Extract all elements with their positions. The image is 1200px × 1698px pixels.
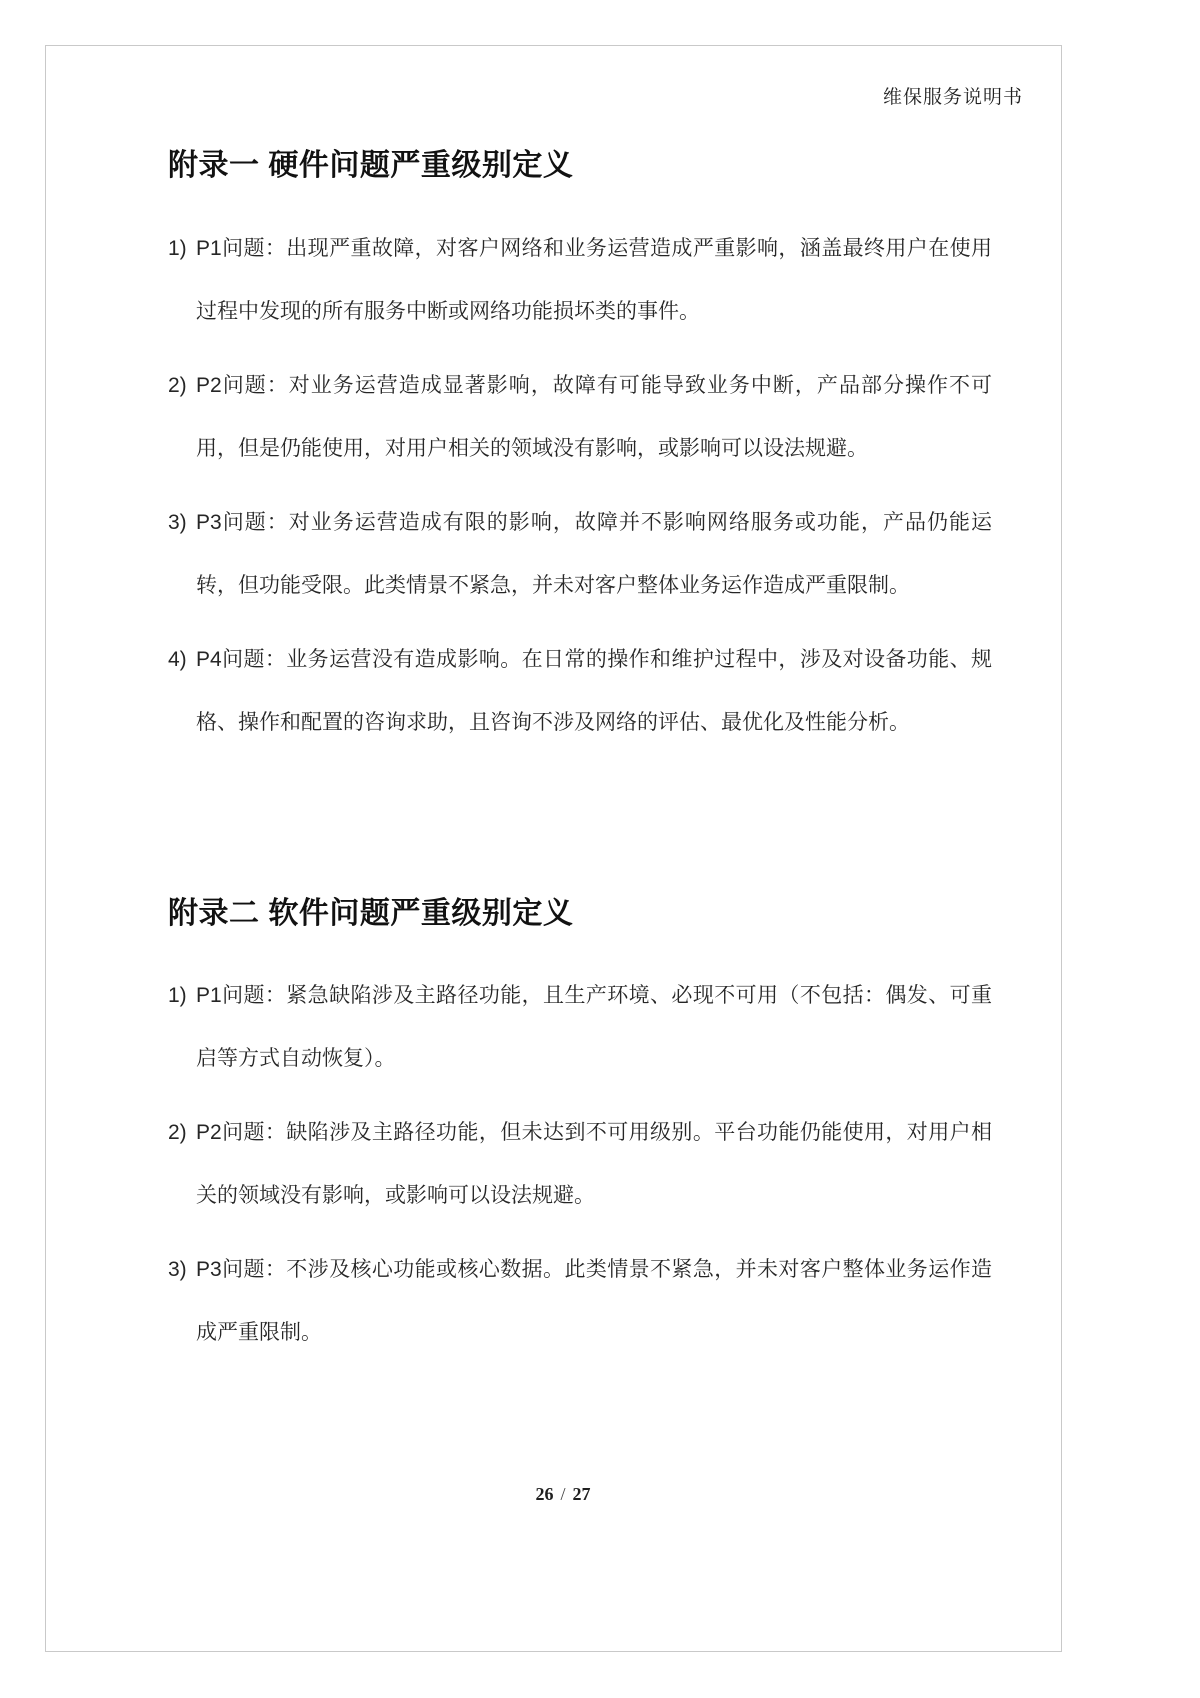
list-item-p4-hardware — [168, 628, 992, 754]
item-text: P2问题：缺陷涉及主路径功能，但未达到不可用级别。平台功能仍能使用，对用户相关的领域没有影响，或影响可以设法规避。 — [196, 1121, 992, 1207]
item-text: P1问题：出现严重故障，对客户网络和业务运营造成严重影响，涵盖最终用户在使用过程中发现的所有服务中断或网络功能损坏类的事件。 — [196, 237, 992, 323]
current-page-number: 26 — [535, 1484, 554, 1504]
list-item-p1-software — [168, 964, 992, 1090]
item-text: P3问题：对业务运营造成有限的影响，故障并不影响网络服务或功能，产品仍能运转，但功能受限。此类情景不紧急，并未对客户整体业务运作造成严重限制。 — [196, 511, 992, 597]
item-number: 4) — [168, 648, 187, 671]
list-item-p1-hardware — [168, 217, 992, 343]
page-number-separator: / — [560, 1484, 566, 1504]
list-item-p2-hardware — [168, 354, 992, 480]
item-number: 3) — [168, 1258, 187, 1281]
item-number: 1) — [168, 237, 187, 260]
total-page-number: 27 — [572, 1484, 591, 1504]
appendix1-title: 附录一 硬件问题严重级别定义 — [168, 149, 574, 182]
appendix2-list — [168, 964, 992, 1375]
item-text: P3问题：不涉及核心功能或核心数据。此类情景不紧急，并未对客户整体业务运作造成严重限制。 — [196, 1258, 992, 1344]
list-item-p2-software — [168, 1101, 992, 1227]
item-number: 2) — [168, 1121, 187, 1144]
item-text: P2问题：对业务运营造成显著影响，故障有可能导致业务中断，产品部分操作不可用，但是仍能使用，对用户相关的领域没有影响，或影响可以设法规避。 — [196, 374, 992, 460]
item-number: 3) — [168, 511, 187, 534]
item-text: P1问题：紧急缺陷涉及主路径功能，且生产环境、必现不可用（不包括：偶发、可重启等方式自动恢复）。 — [196, 984, 992, 1070]
list-item-p3-software — [168, 1238, 992, 1364]
list-item-p3-hardware — [168, 491, 992, 617]
item-number: 2) — [168, 374, 187, 397]
page-footer — [168, 1484, 958, 1505]
item-number: 1) — [168, 984, 187, 1007]
appendix1-list — [168, 217, 992, 765]
appendix2-title: 附录二 软件问题严重级别定义 — [168, 897, 574, 930]
item-text: P4问题：业务运营没有造成影响。在日常的操作和维护过程中，涉及对设备功能、规格、操作和配置的咨询求助，且咨询不涉及网络的评估、最优化及性能分析。 — [196, 648, 992, 734]
document-header-title: 维保服务说明书 — [882, 87, 1023, 108]
